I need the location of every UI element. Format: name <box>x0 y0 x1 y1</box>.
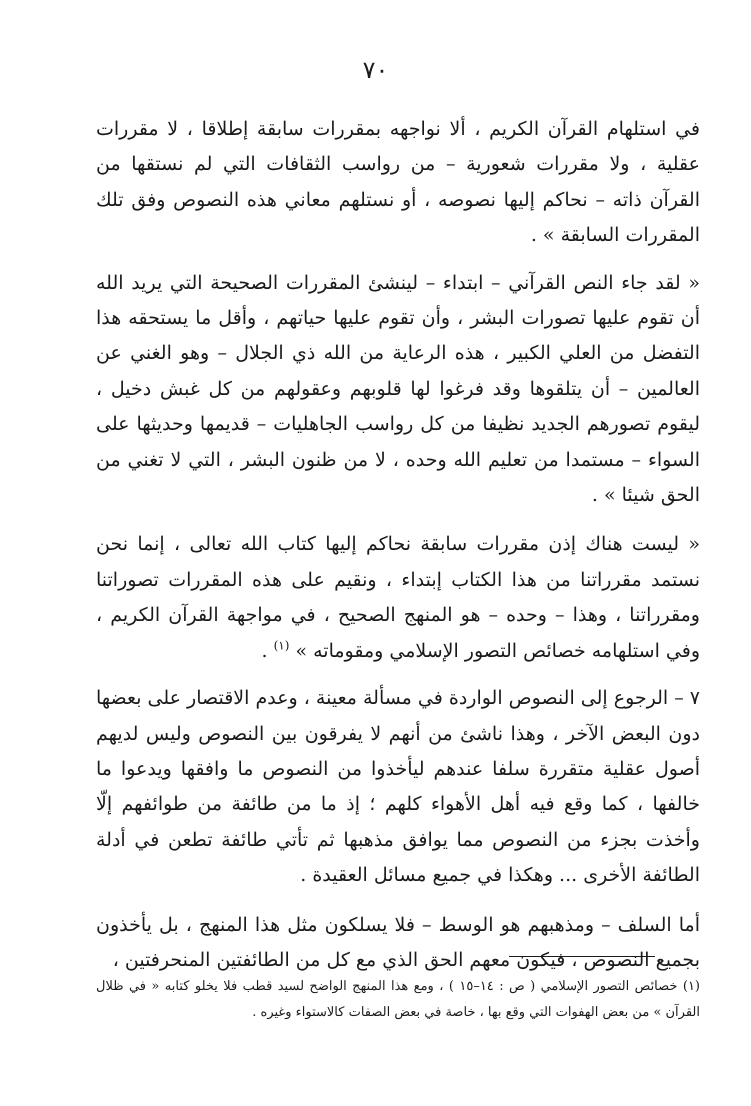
paragraph-5: أما السلف – ومذهبهم هو الوسط – فلا يسلكون مثل هذا المنهج ، بل يأخذون بجميع النصوص ، فيكون معهم الحق الذي مع كل من الطائفتين المنحرفتين ، <box>96 913 700 971</box>
footnote-divider <box>509 956 655 957</box>
paragraph-3-text: « ليست هناك إذن مقررات سابقة نحاكم إليها كتاب الله تعالى ، إنما نحن نستمد مقرراتنا من هذا الكتاب إبتداء ، ونقيم على هذه المقررات تصوراتنا ومقرراتنا ، وهذا – وحده – هو المنهج الصحيح ، في مواجهة القرآن الكريم ، وفي استلهامه خصائص التصور الإسلامي ومقوماته » <box>96 533 700 662</box>
paragraph-3-end: . <box>261 639 268 662</box>
paragraph-1: في استلهام القرآن الكريم ، ألا نواجهه بمقررات سابقة إطلاقا ، لا مقررات عقلية ، ولا مقررات شعورية – من رواسب الثقافات التي لم نستقها من القرآن ذاته – نحاكم إليها نصوصه ، أو نستلهم معاني هذه النصوص وفق تلك المقررات السابقة » . <box>96 118 700 247</box>
main-text <box>96 112 700 990</box>
paragraph-3 <box>96 527 700 669</box>
footnote-reference[interactable]: (١) <box>273 638 290 653</box>
page-number: ٧٠ <box>362 56 389 84</box>
paragraph-2: « لقد جاء النص القرآني – ابتداء – لينشئ المقررات الصحيحة التي يريد الله أن تقوم عليها تصورات البشر ، وأن تقوم عليها حياتهم ، وأقل ما يستحقه هذا التفضل من العلي الكبير ، هذه الرعاية من الله ذي الجلال – وهو الغني عن العالمين – أن يتلقوها وقد فرغوا لها قلوبهم وعقولهم من كل غبش دخيل ، ليقوم تصورهم الجديد نظيفا من كل رواسب الجاهليات – قديمها وحديثها على السواء – مستمدا من تعليم الله وحده ، لا من ظنون البشر ، التي لا تغني من الحق شيئا » . <box>96 271 700 507</box>
paragraph-4: ٧ – الرجوع إلى النصوص الواردة في مسألة معينة ، وعدم الاقتصار على بعضها دون البعض الآخر ، وهذا ناشئ من أنهم لا يفرقون بين النصوص وليس لديهم أصول عقلية متقررة سلفا عندهم ليأخذوا من النصوص ما وافقها ويدعوا ما خالفها ، كما وقع فيه أهل الأهواء كلهم ؛ إذ ما من طائفة من طوائفهم إلّا وأخذت بجزء من النصوص مما يوافق مذهبها ثم تأتي طائفة تطعن في أدلة الطائفة الأخرى ... وهكذا في جميع مسائل العقيدة . <box>96 687 700 887</box>
footnote: (١) خصائص التصور الإسلامي ( ص : ١٤–١٥ ) ، ومع هذا المنهج الواضح لسيد قطب فلا يخلو كتابه « في ظلال القرآن » من بعض الهفوات التي وقع بها ، خاصة في بعض الصفات كالاستواء وغيره . <box>96 979 700 1020</box>
